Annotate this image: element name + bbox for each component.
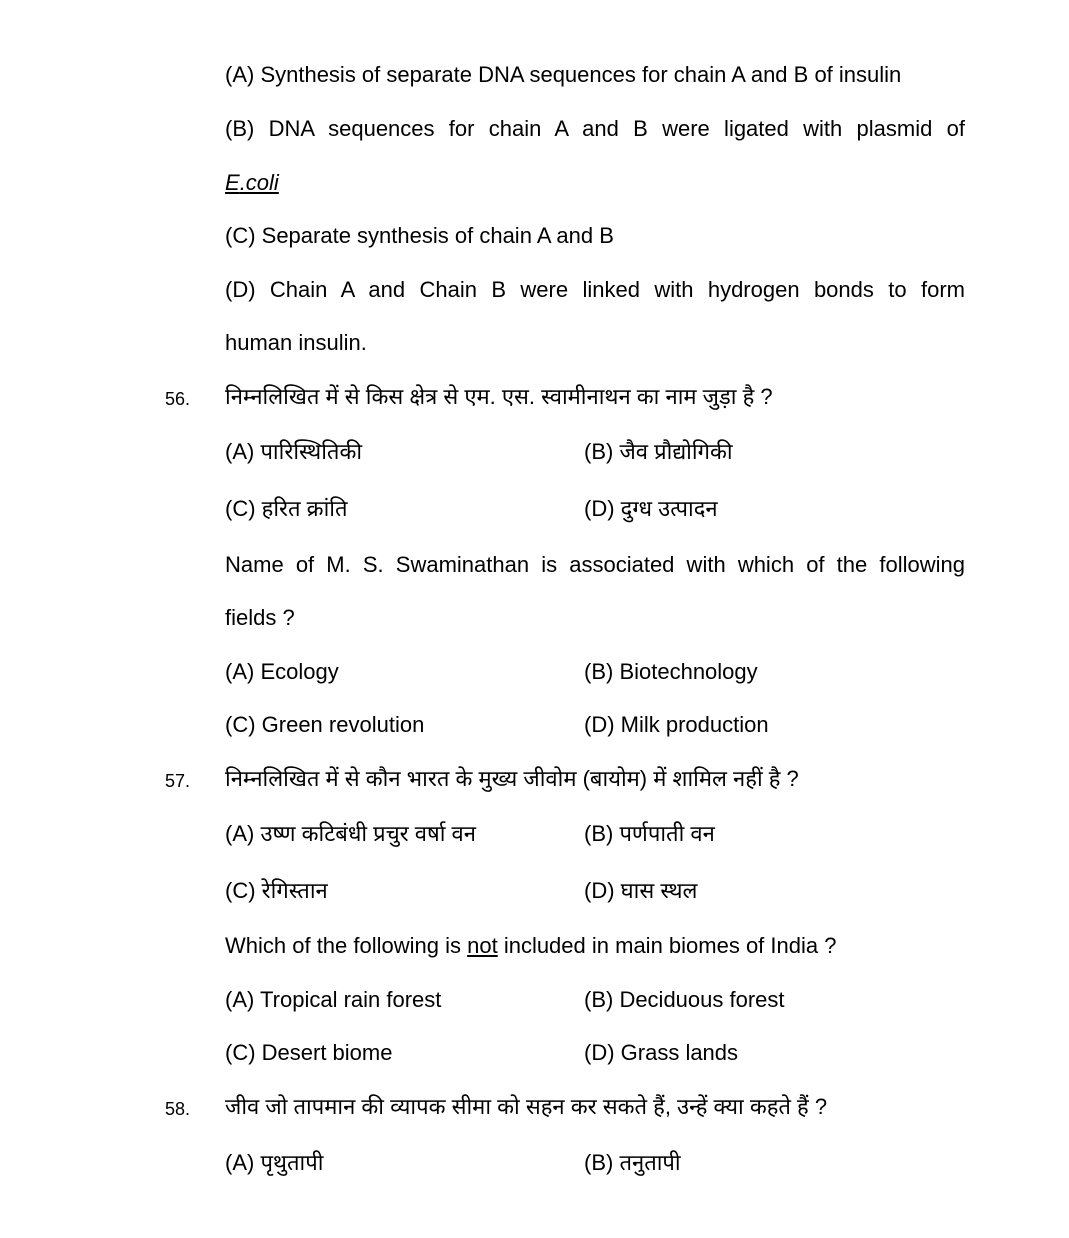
q55-option-b-cont — [225, 169, 279, 197]
q57-question-post: included in main biomes of India ? — [497, 933, 837, 958]
q56-hindi-option-c: (C) हरित क्रांति — [225, 496, 348, 521]
q57-english-option-b: (B) Deciduous forest — [584, 987, 785, 1012]
q58-hindi-question: जीव जो तापमान की व्यापक सीमा को सहन कर सकते हैं, उन्हें क्या कहते हैं ? — [225, 1094, 828, 1119]
q56-hindi-option-d: (D) दुग्ध उत्पादन — [584, 496, 718, 521]
q55-option-c: (C) Separate synthesis of chain A and B — [225, 223, 614, 248]
q57-question-pre: Which of the following is — [225, 933, 468, 958]
q56-english-option-d: (D) Milk production — [584, 712, 769, 737]
q57-question-not: not — [467, 933, 498, 958]
ecoli-species: .coli — [239, 170, 279, 195]
q58-hindi-option-b: (B) तनुतापी — [584, 1150, 681, 1175]
q56-english-question: Name of M. S. Swaminathan is associated with which of the following — [225, 552, 965, 577]
q58-hindi-option-a: (A) पृथुतापी — [225, 1150, 324, 1175]
ecoli-genus: E — [225, 170, 240, 195]
q55-option-d-cont: human insulin. — [225, 330, 367, 355]
q57-number: 57. — [165, 771, 191, 791]
q57-english-question — [225, 932, 836, 960]
q57-hindi-option-d: (D) घास स्थल — [584, 878, 698, 903]
q57-english-option-a: (A) Tropical rain forest — [225, 987, 442, 1012]
q57-english-option-d: (D) Grass lands — [584, 1040, 739, 1065]
q56-english-option-c: (C) Green revolution — [225, 712, 425, 737]
q56-english-question-cont: fields ? — [225, 605, 295, 630]
q57-hindi-option-a: (A) उष्ण कटिबंधी प्रचुर वर्षा वन — [225, 821, 476, 846]
q56-english-option-a: (A) Ecology — [225, 659, 339, 684]
q58-number: 58. — [165, 1099, 191, 1119]
q57-english-option-c: (C) Desert biome — [225, 1040, 393, 1065]
q55-option-d: (D) Chain A and Chain B were linked with hydrogen bonds to form — [225, 277, 965, 302]
q56-hindi-question: निम्नलिखित में से किस क्षेत्र से एम. एस. स्वामीनाथन का नाम जुड़ा है ? — [225, 384, 773, 409]
q57-hindi-option-c: (C) रेगिस्तान — [225, 878, 328, 903]
q55-option-a: (A) Synthesis of separate DNA sequences for chain A and B of insulin — [225, 62, 902, 87]
q55-option-b: (B) DNA sequences for chain A and B were ligated with plasmid of — [225, 116, 965, 141]
q56-english-option-b: (B) Biotechnology — [584, 659, 758, 684]
q56-hindi-option-b: (B) जैव प्रौद्योगिकी — [584, 439, 733, 464]
q57-hindi-option-b: (B) पर्णपाती वन — [584, 821, 715, 846]
q56-number: 56. — [165, 389, 191, 409]
q57-hindi-question: निम्नलिखित में से कौन भारत के मुख्य जीवोम (बायोम) में शामिल नहीं है ? — [225, 766, 799, 791]
q56-hindi-option-a: (A) पारिस्थितिकी — [225, 439, 363, 464]
